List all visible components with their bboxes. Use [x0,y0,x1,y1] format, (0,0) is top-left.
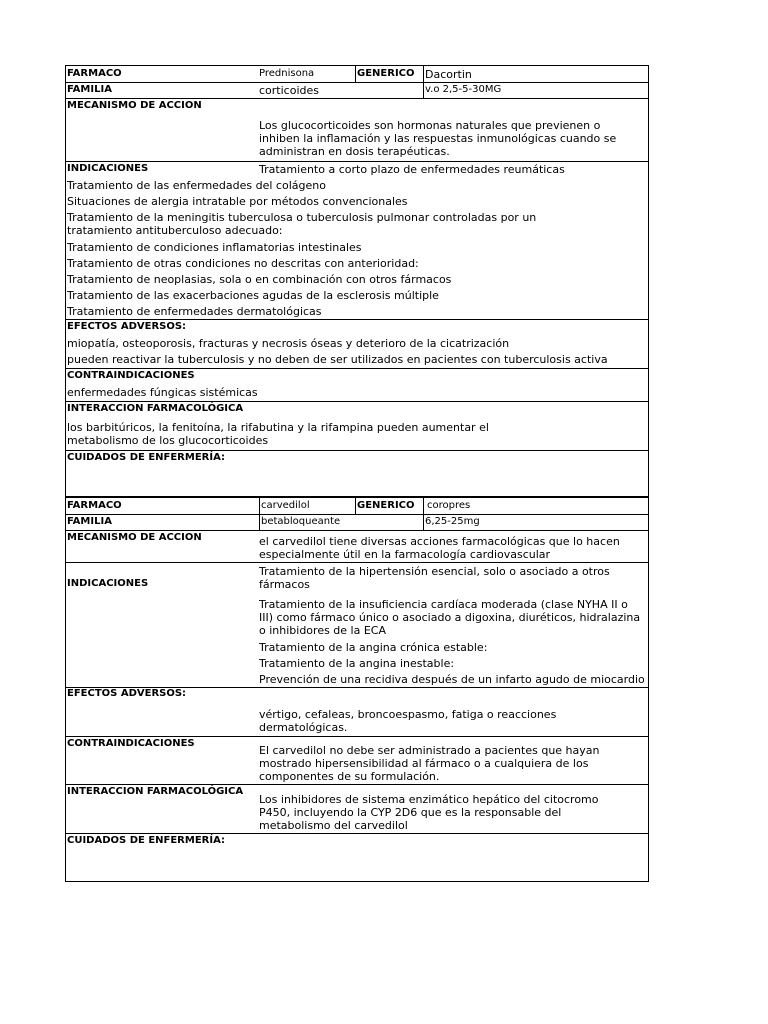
generico-value: coropres [427,500,471,511]
indicaciones-label: INDICACIONES [67,578,149,589]
mecanismo-label: MECANISMO DE ACCION [67,100,202,111]
dosis-value: v.o 2,5-5-30MG [425,84,502,95]
indicaciones-label: INDICACIONES [67,163,149,174]
efectos-label: EFECTOS ADVERSOS: [67,321,187,332]
efectos-label: EFECTOS ADVERSOS: [67,688,187,699]
indicacion-item: Tratamiento de la angina crónica estable: [259,641,488,654]
row-divider [66,401,648,402]
row-divider [66,368,648,369]
mecanismo-label: MECANISMO DE ACCION [67,532,202,543]
efecto-item: pueden reactivar la tuberculosis y no deben de ser utilizados en pacientes con tuberculosis activa [67,353,608,366]
interaccion-label: INTERACCION FARMACOLÓGICA [67,403,244,414]
row-divider [66,161,648,162]
row-divider [66,562,648,563]
row-divider [66,514,648,515]
efectos-text: vértigo, cefaleas, broncoespasmo, fatiga o reacciones dermatológicas. [259,708,557,734]
indicacion-item: Tratamiento de las exacerbaciones agudas de la esclerosis múltiple [67,289,439,302]
indicacion-item: Tratamiento de la hipertensión esencial, solo o asociado a otros fármacos [259,565,610,591]
farmaco-label: FARMACO [67,68,122,79]
interaccion-label: INTERACCION FARMACOLÓGICA [67,786,244,797]
drug-sheet-carvedilol [65,497,649,882]
column-divider [355,66,356,82]
familia-value: corticoides [259,84,319,97]
row-divider [66,784,648,785]
cuidados-label: CUIDADOS DE ENFERMERÍA: [67,835,226,846]
row-divider [66,530,648,531]
farmaco-value: Prednisona [259,68,315,79]
row-divider [66,98,648,99]
familia-label: FAMILIA [67,84,112,95]
interaccion-text: Los inhibidores de sistema enzimático hepático del citocromo P450, incluyendo la CYP 2D6 que es la responsable del metabolismo del carvedilol [259,793,599,832]
row-divider [66,450,648,451]
indicacion-item: Tratamiento de la angina inestable: [259,657,455,670]
mecanismo-text: Los glucocorticoides son hormonas naturales que previenen o inhiben la inflamación y las respuestas inmunológicas cuando se administran en dosis terapéuticas. [259,119,617,158]
cuidados-label: CUIDADOS DE ENFERMERÍA: [67,452,226,463]
interaccion-text: los barbitúricos, la fenitoína, la rifabutina y la rifampina pueden aumentar el metabolismo de los glucocorticoides [67,421,489,447]
indicacion-item: Tratamiento a corto plazo de enfermedades reumáticas [259,163,565,176]
indicacion-item: Tratamiento de la meningitis tuberculosa o tuberculosis pulmonar controladas por un tratamiento antituberculoso adecuado: [67,211,537,237]
indicacion-item: Tratamiento de las enfermedades del colágeno [67,179,326,192]
column-divider [355,498,356,514]
indicacion-item: Tratamiento de la insuficiencia cardíaca moderada (clase NYHA II o III) como fármaco único o asociado a digoxina, diuréticos, hidralazina o inhibidores de la ECA [259,598,641,637]
indicacion-item: Prevención de una recidiva después de un infarto agudo de miocardio [259,673,645,686]
drug-sheet-prednisona [65,65,649,497]
indicacion-item: Situaciones de alergia intratable por métodos convencionales [67,195,408,208]
efecto-item: miopatía, osteoporosis, fracturas y necrosis óseas y deterioro de la cicatrización [67,337,510,350]
dosis-value: 6,25-25mg [425,516,480,527]
generico-value: Dacortin [425,68,472,81]
generico-label: GENERICO [357,68,415,79]
indicacion-item: Tratamiento de enfermedades dermatológicas [67,305,322,318]
mecanismo-text: el carvedilol tiene diversas acciones farmacológicas que lo hacen especialmente útil en la farmacología cardiovascular [259,535,620,561]
familia-value: betabloqueante [261,516,341,527]
contraindicaciones-text: El carvedilol no debe ser administrado a pacientes que hayan mostrado hipersensibilidad al fármaco o a cualquiera de los componentes de su formulación. [259,744,600,783]
row-divider [66,319,648,320]
farmaco-value: carvedilol [261,500,310,511]
column-divider [259,498,260,530]
column-divider [423,498,424,530]
farmaco-label: FARMACO [67,500,122,511]
row-divider [66,736,648,737]
contraindicaciones-label: CONTRAINDICACIONES [67,738,195,749]
column-divider [423,66,424,98]
indicacion-item: Tratamiento de otras condiciones no descritas con anterioridad: [67,257,419,270]
familia-label: FAMILIA [67,516,112,527]
indicacion-item: Tratamiento de condiciones inflamatorias intestinales [67,241,362,254]
contraindicaciones-text: enfermedades fúngicas sistémicas [67,386,258,399]
indicacion-item: Tratamiento de neoplasias, sola o en combinación con otros fármacos [67,273,452,286]
contraindicaciones-label: CONTRAINDICACIONES [67,370,195,381]
generico-label: GENERICO [357,500,415,511]
row-divider [66,82,648,83]
row-divider [66,833,648,834]
